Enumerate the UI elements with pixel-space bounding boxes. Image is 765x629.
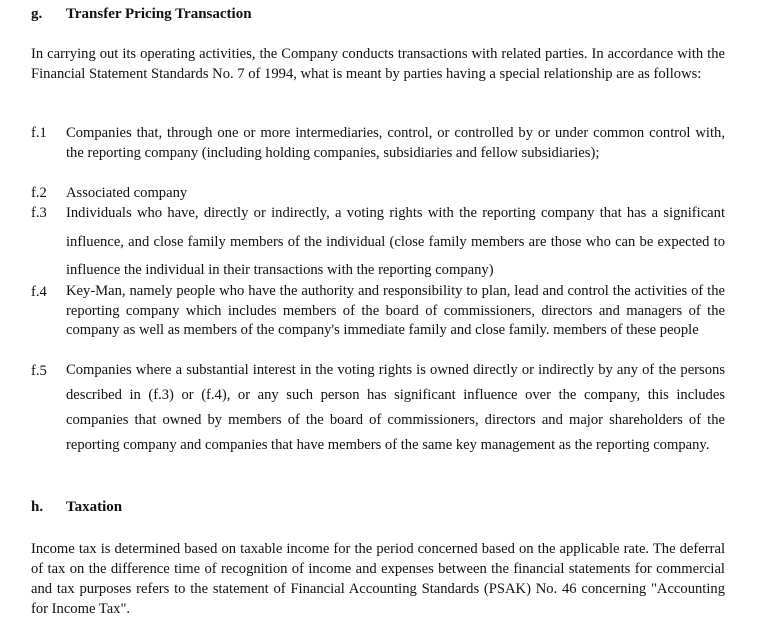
- section-heading-g: [31, 6, 252, 23]
- item-number: f.3: [31, 205, 47, 221]
- section-title: Taxation: [66, 499, 123, 515]
- section-title: Transfer Pricing Transaction: [66, 6, 252, 22]
- item-number: f.4: [31, 284, 47, 300]
- section-h-intro: Income tax is determined based on taxable income for the period concerned based on the applicable rate. The deferral of tax on the difference time of recognition of income and expenses between the financial statements for commercial and tax purposes refers to the statement of Financial Accounting Standards (PSAK) No. 46 concerning "Accounting for Income Tax".: [31, 541, 725, 617]
- item-number: f.2: [31, 185, 47, 201]
- item-number: f.1: [31, 125, 47, 141]
- item-number: f.5: [31, 363, 47, 379]
- item-text: Companies that, through one or more intermediaries, control, or controlled by or under common control with, the reporting company (including holding companies, subsidiaries and fellow subsidiaries);: [66, 125, 725, 161]
- section-heading-h: [31, 499, 122, 516]
- section-letter: g.: [31, 6, 43, 22]
- item-text: Associated company: [66, 185, 188, 201]
- item-text: Companies where a substantial interest in the voting rights is owned directly or indirectly by any of the persons described in (f.3) or (f.4), or any such person has significant influence over the company, this includes companies that owned by members of the board of commissioners, directors and major shareholders of the reporting company and companies that have members of the same key management as the reporting company.: [66, 362, 725, 453]
- section-g-intro: In carrying out its operating activities, the Company conducts transactions with related parties. In accordance with the Financial Statement Standards No. 7 of 1994, what is meant by parties having a special relationship are as follows:: [31, 46, 725, 82]
- section-letter: h.: [31, 499, 44, 515]
- item-text: Individuals who have, directly or indirectly, a voting rights with the reporting company that has a significant influence, and close family members of the individual (close family members are those who can be expected to influence the individual in their transactions with the reporting company): [66, 205, 725, 278]
- item-text: Key-Man, namely people who have the authority and responsibility to plan, lead and control the activities of the reporting company which includes members of the board of commissioners, directors and managers of the company as well as members of the company's immediate family and close family. members of these people: [66, 283, 725, 338]
